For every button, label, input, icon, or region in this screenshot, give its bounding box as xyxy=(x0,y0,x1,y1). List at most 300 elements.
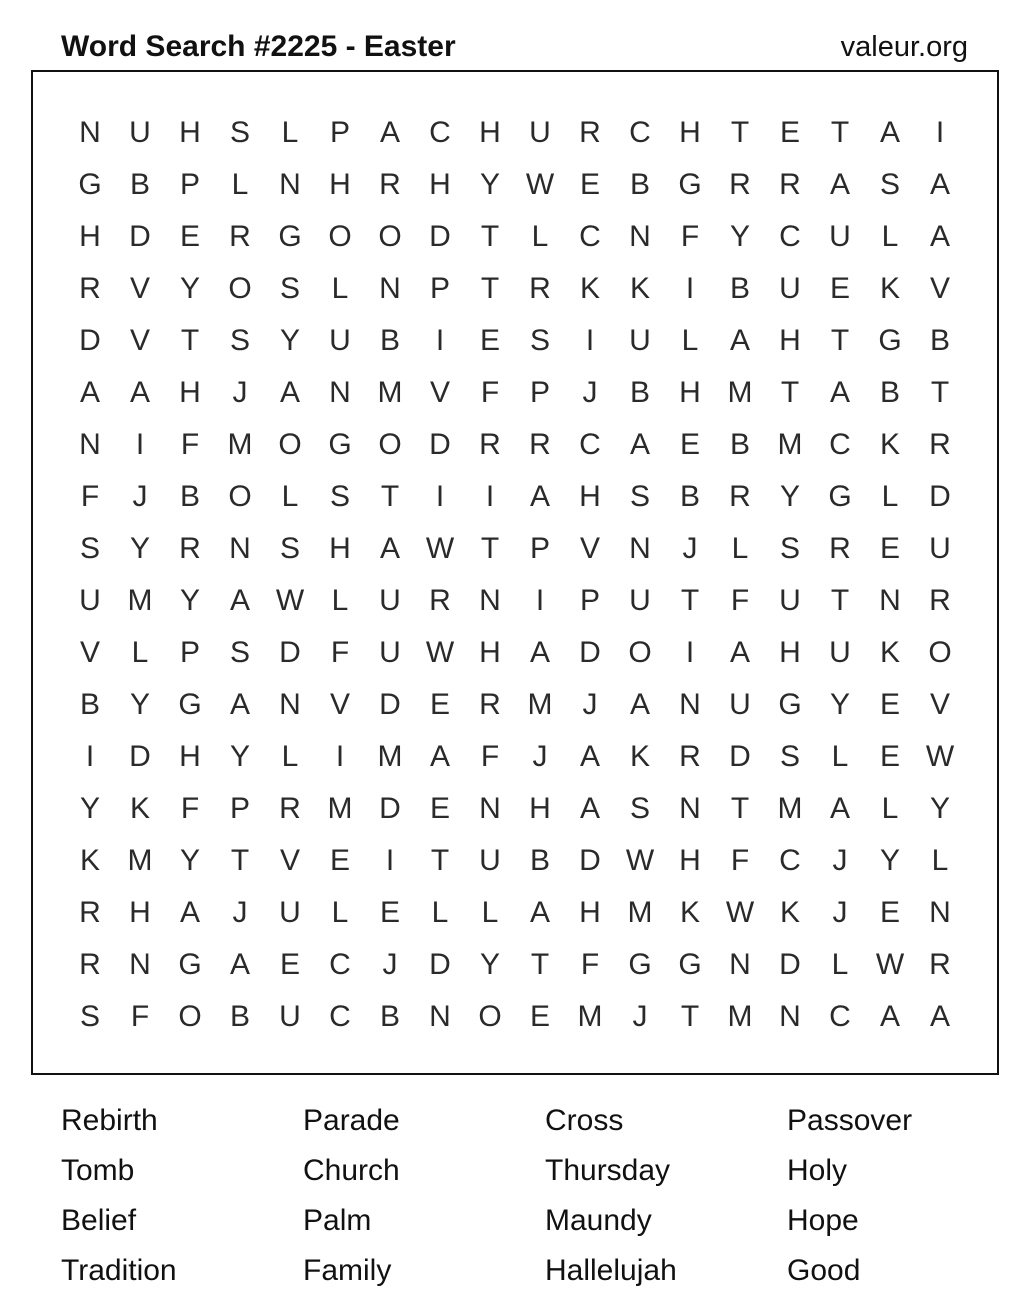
grid-cell[interactable]: V xyxy=(429,376,450,409)
grid-cell[interactable]: A xyxy=(529,896,550,929)
grid-cell[interactable]: L xyxy=(231,168,249,201)
grid-cell[interactable]: D xyxy=(429,948,451,981)
grid-cell[interactable]: D xyxy=(729,740,751,773)
grid-cell[interactable]: G xyxy=(178,948,202,981)
grid-cell[interactable]: S xyxy=(329,480,350,513)
grid-cell[interactable]: U xyxy=(729,688,751,721)
grid-cell[interactable]: A xyxy=(729,636,750,669)
grid-cell[interactable]: F xyxy=(180,792,200,825)
grid-cell[interactable]: S xyxy=(79,532,100,565)
grid-cell[interactable]: D xyxy=(779,948,801,981)
grid-cell[interactable]: J xyxy=(582,376,598,409)
grid-cell[interactable]: T xyxy=(830,116,850,149)
grid-cell[interactable]: G xyxy=(178,688,202,721)
grid-cell[interactable]: E xyxy=(379,896,400,929)
grid-cell[interactable]: I xyxy=(435,480,445,513)
grid-cell[interactable]: S xyxy=(279,272,300,305)
grid-cell[interactable]: L xyxy=(881,792,899,825)
grid-cell[interactable]: T xyxy=(780,376,800,409)
grid-cell[interactable]: B xyxy=(729,428,750,461)
grid-cell[interactable]: R xyxy=(829,532,851,565)
grid-cell[interactable]: A xyxy=(929,220,950,253)
grid-cell[interactable]: Y xyxy=(129,532,150,565)
grid-cell[interactable]: F xyxy=(180,428,200,461)
grid-cell[interactable]: Y xyxy=(879,844,900,877)
grid-cell[interactable]: V xyxy=(129,272,150,305)
grid-cell[interactable]: F xyxy=(480,376,500,409)
grid-cell[interactable]: N xyxy=(429,1000,451,1033)
grid-cell[interactable]: C xyxy=(629,116,651,149)
grid-cell[interactable]: R xyxy=(479,428,501,461)
grid-cell[interactable]: B xyxy=(379,1000,400,1033)
grid-cell[interactable]: K xyxy=(879,272,900,305)
grid-cell[interactable]: I xyxy=(685,272,695,305)
grid-cell[interactable]: D xyxy=(129,220,151,253)
grid-cell[interactable]: L xyxy=(931,844,949,877)
grid-cell[interactable]: A xyxy=(579,740,600,773)
grid-cell[interactable]: R xyxy=(729,168,751,201)
grid-cell[interactable]: R xyxy=(179,532,201,565)
grid-cell[interactable]: L xyxy=(831,740,849,773)
grid-cell[interactable]: J xyxy=(832,844,848,877)
grid-cell[interactable]: M xyxy=(727,376,753,409)
grid-cell[interactable]: I xyxy=(385,844,395,877)
grid-cell[interactable]: T xyxy=(480,272,500,305)
grid-cell[interactable]: G xyxy=(778,688,802,721)
grid-cell[interactable]: R xyxy=(929,948,951,981)
grid-cell[interactable]: B xyxy=(679,480,700,513)
grid-cell[interactable]: K xyxy=(79,844,100,877)
grid-cell[interactable]: P xyxy=(179,636,200,669)
grid-cell[interactable]: F xyxy=(130,1000,150,1033)
grid-cell[interactable]: P xyxy=(229,792,250,825)
grid-cell[interactable]: P xyxy=(529,376,550,409)
grid-cell[interactable]: E xyxy=(179,220,200,253)
grid-cell[interactable]: B xyxy=(879,376,900,409)
grid-cell[interactable]: V xyxy=(129,324,150,357)
grid-cell[interactable]: L xyxy=(331,896,349,929)
grid-cell[interactable]: A xyxy=(229,948,250,981)
grid-cell[interactable]: S xyxy=(279,532,300,565)
grid-cell[interactable]: U xyxy=(279,896,301,929)
grid-cell[interactable]: G xyxy=(78,168,102,201)
grid-cell[interactable]: T xyxy=(430,844,450,877)
grid-cell[interactable]: A xyxy=(829,792,850,825)
grid-cell[interactable]: Y xyxy=(179,844,200,877)
grid-cell[interactable]: L xyxy=(331,272,349,305)
grid-cell[interactable]: Y xyxy=(479,168,500,201)
grid-cell[interactable]: C xyxy=(829,428,851,461)
grid-cell[interactable]: H xyxy=(179,116,201,149)
grid-cell[interactable]: O xyxy=(228,480,252,513)
grid-cell[interactable]: T xyxy=(480,220,500,253)
grid-cell[interactable]: H xyxy=(679,844,701,877)
grid-cell[interactable]: A xyxy=(379,116,400,149)
grid-cell[interactable]: I xyxy=(435,324,445,357)
grid-cell[interactable]: N xyxy=(129,948,151,981)
grid-cell[interactable]: P xyxy=(429,272,450,305)
grid-cell[interactable]: Y xyxy=(229,740,250,773)
grid-cell[interactable]: R xyxy=(729,480,751,513)
grid-cell[interactable]: M xyxy=(527,688,553,721)
grid-cell[interactable]: D xyxy=(429,428,451,461)
grid-cell[interactable]: B xyxy=(179,480,200,513)
grid-cell[interactable]: P xyxy=(179,168,200,201)
grid-cell[interactable]: O xyxy=(378,428,402,461)
grid-cell[interactable]: H xyxy=(479,636,501,669)
grid-cell[interactable]: E xyxy=(879,896,900,929)
grid-cell[interactable]: S xyxy=(529,324,550,357)
grid-cell[interactable]: J xyxy=(582,688,598,721)
grid-cell[interactable]: A xyxy=(379,532,400,565)
grid-cell[interactable]: R xyxy=(479,688,501,721)
grid-cell[interactable]: S xyxy=(779,740,800,773)
grid-cell[interactable]: B xyxy=(729,272,750,305)
grid-cell[interactable]: A xyxy=(229,584,250,617)
grid-cell[interactable]: B xyxy=(379,324,400,357)
grid-cell[interactable]: S xyxy=(629,792,650,825)
grid-cell[interactable]: J xyxy=(632,1000,648,1033)
grid-cell[interactable]: H xyxy=(179,376,201,409)
grid-cell[interactable]: H xyxy=(579,480,601,513)
grid-cell[interactable]: U xyxy=(829,220,851,253)
grid-cell[interactable]: C xyxy=(829,1000,851,1033)
grid-cell[interactable]: M xyxy=(777,792,803,825)
grid-cell[interactable]: K xyxy=(779,896,800,929)
grid-cell[interactable]: O xyxy=(378,220,402,253)
grid-cell[interactable]: T xyxy=(730,116,750,149)
grid-cell[interactable]: P xyxy=(529,532,550,565)
grid-cell[interactable]: F xyxy=(80,480,100,513)
grid-cell[interactable]: J xyxy=(532,740,548,773)
grid-cell[interactable]: O xyxy=(328,220,352,253)
grid-cell[interactable]: D xyxy=(429,220,451,253)
grid-cell[interactable]: W xyxy=(425,532,455,565)
grid-cell[interactable]: H xyxy=(129,896,151,929)
grid-cell[interactable]: M xyxy=(127,844,153,877)
grid-cell[interactable]: J xyxy=(832,896,848,929)
grid-cell[interactable]: C xyxy=(779,220,801,253)
grid-cell[interactable]: E xyxy=(829,272,850,305)
grid-cell[interactable]: V xyxy=(279,844,300,877)
grid-cell[interactable]: W xyxy=(625,844,655,877)
grid-cell[interactable]: N xyxy=(679,688,701,721)
grid-cell[interactable]: C xyxy=(579,428,601,461)
grid-cell[interactable]: K xyxy=(879,428,900,461)
grid-cell[interactable]: T xyxy=(180,324,200,357)
grid-cell[interactable]: J xyxy=(232,376,248,409)
grid-cell[interactable]: H xyxy=(779,324,801,357)
grid-cell[interactable]: B xyxy=(529,844,550,877)
grid-cell[interactable]: I xyxy=(685,636,695,669)
grid-cell[interactable]: I xyxy=(935,116,945,149)
grid-cell[interactable]: G xyxy=(678,168,702,201)
grid-cell[interactable]: N xyxy=(79,428,101,461)
grid-cell[interactable]: Y xyxy=(779,480,800,513)
grid-cell[interactable]: Y xyxy=(829,688,850,721)
grid-cell[interactable]: S xyxy=(779,532,800,565)
grid-cell[interactable]: T xyxy=(380,480,400,513)
grid-cell[interactable]: U xyxy=(829,636,851,669)
grid-cell[interactable]: R xyxy=(529,272,551,305)
grid-cell[interactable]: U xyxy=(129,116,151,149)
grid-cell[interactable]: S xyxy=(229,636,250,669)
grid-cell[interactable]: E xyxy=(879,532,900,565)
grid-cell[interactable]: V xyxy=(79,636,100,669)
grid-cell[interactable]: U xyxy=(779,272,801,305)
grid-cell[interactable]: L xyxy=(331,584,349,617)
grid-cell[interactable]: J xyxy=(232,896,248,929)
grid-cell[interactable]: D xyxy=(279,636,301,669)
grid-cell[interactable]: E xyxy=(879,688,900,721)
grid-cell[interactable]: A xyxy=(629,428,650,461)
grid-cell[interactable]: L xyxy=(881,480,899,513)
grid-cell[interactable]: G xyxy=(678,948,702,981)
grid-cell[interactable]: R xyxy=(779,168,801,201)
grid-cell[interactable]: D xyxy=(579,636,601,669)
grid-cell[interactable]: K xyxy=(129,792,150,825)
grid-cell[interactable]: I xyxy=(535,584,545,617)
grid-cell[interactable]: T xyxy=(830,324,850,357)
grid-cell[interactable]: N xyxy=(479,792,501,825)
grid-cell[interactable]: T xyxy=(830,584,850,617)
grid-cell[interactable]: O xyxy=(278,428,302,461)
grid-cell[interactable]: J xyxy=(382,948,398,981)
grid-cell[interactable]: S xyxy=(229,116,250,149)
grid-cell[interactable]: R xyxy=(379,168,401,201)
grid-cell[interactable]: S xyxy=(229,324,250,357)
grid-cell[interactable]: L xyxy=(681,324,699,357)
grid-cell[interactable]: M xyxy=(127,584,153,617)
grid-cell[interactable]: U xyxy=(379,636,401,669)
grid-cell[interactable]: W xyxy=(875,948,905,981)
grid-cell[interactable]: N xyxy=(629,220,651,253)
grid-cell[interactable]: A xyxy=(729,324,750,357)
grid-cell[interactable]: L xyxy=(131,636,149,669)
grid-cell[interactable]: A xyxy=(829,168,850,201)
grid-cell[interactable]: A xyxy=(929,1000,950,1033)
grid-cell[interactable]: A xyxy=(529,480,550,513)
grid-cell[interactable]: L xyxy=(431,896,449,929)
grid-cell[interactable]: G xyxy=(878,324,902,357)
grid-cell[interactable]: E xyxy=(879,740,900,773)
grid-cell[interactable]: S xyxy=(879,168,900,201)
grid-cell[interactable]: W xyxy=(525,168,555,201)
grid-cell[interactable]: M xyxy=(377,376,403,409)
grid-cell[interactable]: L xyxy=(531,220,549,253)
grid-cell[interactable]: O xyxy=(478,1000,502,1033)
grid-cell[interactable]: T xyxy=(730,792,750,825)
grid-cell[interactable]: I xyxy=(135,428,145,461)
grid-cell[interactable]: A xyxy=(579,792,600,825)
grid-cell[interactable]: R xyxy=(929,428,951,461)
grid-cell[interactable]: F xyxy=(730,844,750,877)
grid-cell[interactable]: H xyxy=(679,116,701,149)
grid-cell[interactable]: F xyxy=(680,220,700,253)
grid-cell[interactable]: D xyxy=(79,324,101,357)
grid-cell[interactable]: E xyxy=(779,116,800,149)
grid-cell[interactable]: R xyxy=(229,220,251,253)
grid-cell[interactable]: N xyxy=(729,948,751,981)
grid-cell[interactable]: H xyxy=(529,792,551,825)
grid-cell[interactable]: M xyxy=(627,896,653,929)
grid-cell[interactable]: B xyxy=(129,168,150,201)
grid-cell[interactable]: R xyxy=(929,584,951,617)
grid-cell[interactable]: L xyxy=(881,220,899,253)
grid-cell[interactable]: H xyxy=(779,636,801,669)
grid-cell[interactable]: N xyxy=(629,532,651,565)
grid-cell[interactable]: E xyxy=(579,168,600,201)
grid-cell[interactable]: H xyxy=(479,116,501,149)
grid-cell[interactable]: M xyxy=(777,428,803,461)
grid-cell[interactable]: B xyxy=(229,1000,250,1033)
grid-cell[interactable]: L xyxy=(481,896,499,929)
grid-cell[interactable]: M xyxy=(377,740,403,773)
grid-cell[interactable]: H xyxy=(579,896,601,929)
grid-cell[interactable]: D xyxy=(929,480,951,513)
grid-cell[interactable]: R xyxy=(579,116,601,149)
grid-cell[interactable]: C xyxy=(779,844,801,877)
grid-cell[interactable]: Y xyxy=(479,948,500,981)
grid-cell[interactable]: U xyxy=(629,324,651,357)
grid-cell[interactable]: U xyxy=(629,584,651,617)
grid-cell[interactable]: A xyxy=(429,740,450,773)
grid-cell[interactable]: W xyxy=(725,896,755,929)
grid-cell[interactable]: R xyxy=(679,740,701,773)
grid-cell[interactable]: W xyxy=(925,740,955,773)
grid-cell[interactable]: Y xyxy=(179,272,200,305)
grid-cell[interactable]: S xyxy=(79,1000,100,1033)
grid-cell[interactable]: A xyxy=(879,1000,900,1033)
grid-cell[interactable]: N xyxy=(879,584,901,617)
grid-cell[interactable]: T xyxy=(680,584,700,617)
grid-cell[interactable]: M xyxy=(577,1000,603,1033)
grid-cell[interactable]: K xyxy=(679,896,700,929)
grid-cell[interactable]: N xyxy=(479,584,501,617)
grid-cell[interactable]: L xyxy=(281,116,299,149)
grid-cell[interactable]: E xyxy=(479,324,500,357)
grid-cell[interactable]: N xyxy=(679,792,701,825)
grid-cell[interactable]: E xyxy=(329,844,350,877)
grid-cell[interactable]: J xyxy=(682,532,698,565)
grid-cell[interactable]: T xyxy=(930,376,950,409)
grid-cell[interactable]: R xyxy=(279,792,301,825)
grid-cell[interactable]: A xyxy=(629,688,650,721)
grid-cell[interactable]: B xyxy=(929,324,950,357)
grid-cell[interactable]: N xyxy=(929,896,951,929)
grid-cell[interactable]: D xyxy=(379,792,401,825)
grid-cell[interactable]: F xyxy=(330,636,350,669)
grid-cell[interactable]: T xyxy=(530,948,550,981)
grid-cell[interactable]: T xyxy=(230,844,250,877)
grid-cell[interactable]: A xyxy=(829,376,850,409)
grid-cell[interactable]: D xyxy=(379,688,401,721)
grid-cell[interactable]: H xyxy=(329,168,351,201)
grid-cell[interactable]: F xyxy=(480,740,500,773)
grid-cell[interactable]: S xyxy=(629,480,650,513)
grid-cell[interactable]: F xyxy=(730,584,750,617)
grid-cell[interactable]: K xyxy=(879,636,900,669)
grid-cell[interactable]: C xyxy=(329,1000,351,1033)
grid-cell[interactable]: E xyxy=(679,428,700,461)
grid-cell[interactable]: O xyxy=(928,636,952,669)
grid-cell[interactable]: T xyxy=(680,1000,700,1033)
grid-cell[interactable]: M xyxy=(727,1000,753,1033)
grid-cell[interactable]: N xyxy=(779,1000,801,1033)
grid-cell[interactable]: T xyxy=(480,532,500,565)
grid-cell[interactable]: N xyxy=(229,532,251,565)
grid-cell[interactable]: Y xyxy=(929,792,950,825)
grid-cell[interactable]: L xyxy=(281,480,299,513)
grid-cell[interactable]: Y xyxy=(729,220,750,253)
grid-cell[interactable]: I xyxy=(485,480,495,513)
grid-cell[interactable]: I xyxy=(335,740,345,773)
grid-cell[interactable]: G xyxy=(628,948,652,981)
grid-cell[interactable]: U xyxy=(929,532,951,565)
grid-cell[interactable]: C xyxy=(429,116,451,149)
grid-cell[interactable]: H xyxy=(179,740,201,773)
grid-cell[interactable]: I xyxy=(585,324,595,357)
grid-cell[interactable]: H xyxy=(79,220,101,253)
grid-cell[interactable]: D xyxy=(579,844,601,877)
grid-cell[interactable]: H xyxy=(329,532,351,565)
grid-cell[interactable]: O xyxy=(178,1000,202,1033)
grid-cell[interactable]: K xyxy=(629,272,650,305)
grid-cell[interactable]: K xyxy=(579,272,600,305)
grid-cell[interactable]: A xyxy=(129,376,150,409)
grid-cell[interactable]: U xyxy=(279,1000,301,1033)
grid-cell[interactable]: C xyxy=(579,220,601,253)
grid-cell[interactable]: I xyxy=(85,740,95,773)
grid-cell[interactable]: V xyxy=(929,272,950,305)
grid-cell[interactable]: L xyxy=(731,532,749,565)
grid-cell[interactable]: R xyxy=(79,896,101,929)
grid-cell[interactable]: G xyxy=(828,480,852,513)
grid-cell[interactable]: N xyxy=(379,272,401,305)
grid-cell[interactable]: U xyxy=(529,116,551,149)
grid-cell[interactable]: E xyxy=(529,1000,550,1033)
grid-cell[interactable]: L xyxy=(281,740,299,773)
grid-cell[interactable]: N xyxy=(279,168,301,201)
grid-cell[interactable]: Y xyxy=(79,792,100,825)
grid-cell[interactable]: D xyxy=(129,740,151,773)
grid-cell[interactable]: N xyxy=(79,116,101,149)
grid-cell[interactable]: A xyxy=(229,688,250,721)
grid-cell[interactable]: C xyxy=(329,948,351,981)
grid-cell[interactable]: E xyxy=(279,948,300,981)
grid-cell[interactable]: E xyxy=(429,792,450,825)
grid-cell[interactable]: P xyxy=(579,584,600,617)
grid-cell[interactable]: J xyxy=(132,480,148,513)
grid-cell[interactable]: B xyxy=(79,688,100,721)
grid-cell[interactable]: Y xyxy=(129,688,150,721)
grid-cell[interactable]: V xyxy=(929,688,950,721)
grid-cell[interactable]: A xyxy=(529,636,550,669)
grid-cell[interactable]: U xyxy=(379,584,401,617)
grid-cell[interactable]: O xyxy=(228,272,252,305)
grid-cell[interactable]: A xyxy=(879,116,900,149)
grid-cell[interactable]: R xyxy=(79,272,101,305)
grid-cell[interactable]: W xyxy=(425,636,455,669)
grid-cell[interactable]: A xyxy=(929,168,950,201)
grid-cell[interactable]: U xyxy=(79,584,101,617)
grid-cell[interactable]: U xyxy=(479,844,501,877)
grid-cell[interactable]: W xyxy=(275,584,305,617)
grid-cell[interactable]: G xyxy=(328,428,352,461)
grid-cell[interactable]: L xyxy=(831,948,849,981)
grid-cell[interactable]: R xyxy=(529,428,551,461)
grid-cell[interactable]: O xyxy=(628,636,652,669)
